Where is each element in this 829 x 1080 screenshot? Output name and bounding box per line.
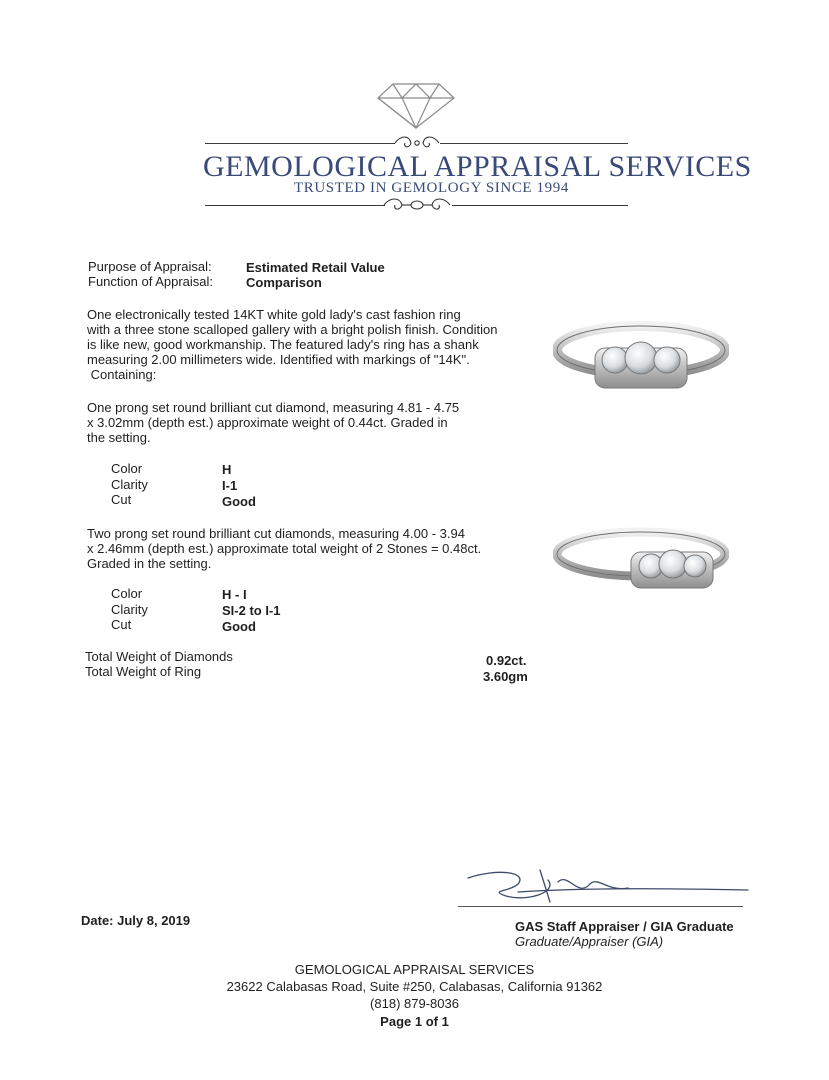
- footer-address: 23622 Calabasas Road, Suite #250, Calabasas, California 91362: [226, 979, 603, 994]
- stone2-cut-value: Good: [222, 619, 256, 634]
- ring-description: [87, 307, 497, 382]
- purpose-value: Estimated Retail Value: [246, 260, 385, 275]
- company-tagline: TRUSTED IN GEMOLOGY SINCE 1994: [294, 180, 569, 196]
- footer-phone: (818) 879-8036: [370, 996, 459, 1011]
- function-label: Function of Appraisal:: [88, 274, 214, 289]
- stone1-clarity-value: I-1: [222, 478, 238, 493]
- appraiser-subtitle: Graduate/Appraiser (GIA): [515, 934, 664, 949]
- stone2-color-value: H - I: [222, 587, 247, 602]
- description-line: with a three stone scalloped gallery with a bright polish finish. Condition: [87, 322, 498, 337]
- diamond-icon: [375, 80, 457, 130]
- ring-photo-side: [553, 522, 729, 598]
- stone1-line: x 3.02mm (depth est.) approximate weight of 0.44ct. Graded in: [87, 415, 448, 430]
- purpose-label: Purpose of Appraisal:: [88, 259, 212, 274]
- flourish-ornament-bottom: [380, 195, 454, 215]
- signature-line: [458, 906, 743, 907]
- total-diamond-weight-label: Total Weight of Diamonds: [85, 649, 233, 664]
- stone2-line: Two prong set round brilliant cut diamonds, measuring 4.00 - 3.94: [87, 526, 465, 541]
- footer-company: GEMOLOGICAL APPRAISAL SERVICES: [294, 962, 535, 977]
- ring-photo-front: [553, 312, 729, 396]
- total-ring-weight-label: Total Weight of Ring: [85, 664, 202, 679]
- stone1-color-value: H: [222, 462, 232, 477]
- total-diamond-weight-value: 0.92ct.: [486, 653, 527, 668]
- stone1-line: One prong set round brilliant cut diamond, measuring 4.81 - 4.75: [87, 400, 460, 415]
- center-stone-description: [87, 400, 459, 445]
- stone1-color-label: Color: [111, 461, 143, 476]
- stone2-clarity-label: Clarity: [111, 602, 148, 617]
- page-number: Page 1 of 1: [380, 1014, 449, 1029]
- stone1-cut-value: Good: [222, 494, 256, 509]
- stone2-color-label: Color: [111, 586, 143, 601]
- stone2-line: x 2.46mm (depth est.) approximate total weight of 2 Stones = 0.48ct.: [87, 541, 482, 556]
- stone1-cut-label: Cut: [111, 492, 132, 507]
- function-value: Comparison: [246, 275, 322, 290]
- stone2-clarity-value: SI-2 to I-1: [222, 603, 281, 618]
- appraiser-title: GAS Staff Appraiser / GIA Graduate: [515, 919, 734, 934]
- total-ring-weight-value: 3.60gm: [483, 669, 528, 684]
- appraiser-signature: [458, 862, 758, 912]
- letterhead: [0, 0, 829, 230]
- company-name: GEMOLOGICAL APPRAISAL SERVICES: [203, 150, 752, 183]
- description-line: is like new, good workmanship. The featured lady's ring has a shank: [87, 337, 479, 352]
- description-line: One electronically tested 14KT white gold lady's cast fashion ring: [87, 307, 461, 322]
- description-line: Containing:: [87, 367, 157, 382]
- appraisal-date: Date: July 8, 2019: [81, 913, 191, 928]
- description-line: measuring 2.00 millimeters wide. Identified with markings of "14K".: [87, 352, 470, 367]
- stone2-line: Graded in the setting.: [87, 556, 212, 571]
- stone2-cut-label: Cut: [111, 617, 132, 632]
- side-stones-description: [87, 526, 481, 571]
- stone1-line: the setting.: [87, 430, 151, 445]
- stone1-clarity-label: Clarity: [111, 477, 148, 492]
